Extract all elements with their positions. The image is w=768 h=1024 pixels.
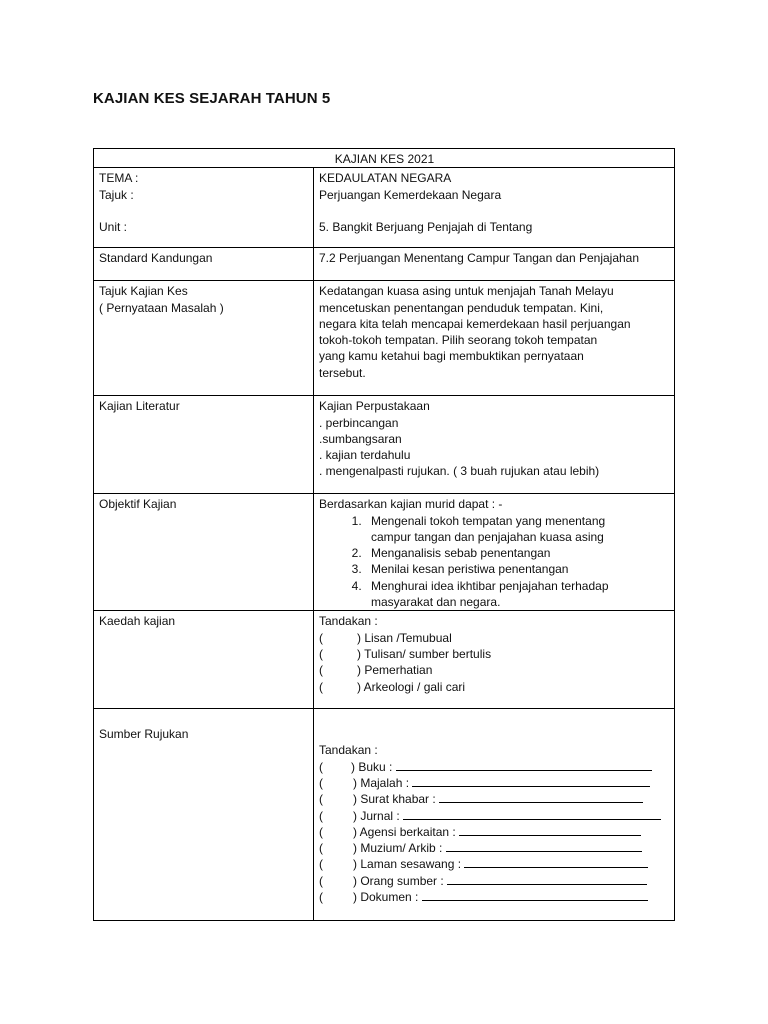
- objektif-text: masyarakat dan negara.: [371, 595, 501, 610]
- sumber-option[interactable]: ( ) Jurnal :: [319, 808, 670, 824]
- tema-label: TEMA :: [99, 171, 139, 186]
- list-item: [365, 513, 670, 546]
- answer-blank[interactable]: [459, 824, 641, 836]
- kaedah-option-text: Lisan /Temubual: [364, 630, 452, 645]
- answer-blank[interactable]: [403, 808, 661, 820]
- tajuk-label: Tajuk :: [99, 187, 134, 202]
- table-header: KAJIAN KES 2021: [94, 149, 675, 168]
- literatur-line: .sumbangsaran: [319, 431, 402, 446]
- literatur-line: . mengenalpasti rujukan. ( 3 buah rujukan atau lebih): [319, 464, 600, 479]
- sumber-option-text: Laman sesawang :: [360, 857, 462, 872]
- sumber-option[interactable]: ( ) Buku :: [319, 759, 670, 775]
- kaedah-option-text: Pemerhatian: [364, 663, 433, 678]
- sumber-option-text: Orang sumber :: [360, 873, 444, 888]
- answer-blank[interactable]: [439, 791, 643, 803]
- answer-blank[interactable]: [412, 775, 650, 787]
- tema-labels: [94, 168, 314, 248]
- list-item: [365, 578, 670, 611]
- literatur-line: Kajian Perpustakaan: [319, 399, 430, 414]
- objektif-list: [314, 494, 675, 611]
- sumber-option[interactable]: ( ) Muzium/ Arkib :: [319, 840, 670, 856]
- sumber-option-text: Dokumen :: [360, 890, 419, 905]
- tajuk-kajian-line: yang kamu ketahui bagi membuktikan pernyataan: [319, 349, 584, 364]
- answer-blank[interactable]: [446, 840, 642, 852]
- answer-blank[interactable]: [464, 856, 648, 868]
- objektif-intro: Berdasarkan kajian murid dapat : -: [319, 497, 503, 512]
- objektif-text: 4. Menghurai idea ikhtibar penjajahan terhadap: [371, 578, 609, 593]
- objektif-text: 1. Mengenali tokoh tempatan yang menentang: [371, 513, 606, 528]
- tajuk-kajian-line: tokoh-tokoh tempatan. Pilih seorang tokoh tempatan: [319, 333, 598, 348]
- kaedah-option[interactable]: ( ) Lisan /Temubual: [319, 630, 452, 645]
- list-item: [365, 561, 670, 577]
- kaedah-option[interactable]: ( ) Pemerhatian: [319, 663, 433, 678]
- sumber-intro: Tandakan :: [319, 743, 378, 758]
- sumber-option[interactable]: ( ) Majalah :: [319, 775, 670, 791]
- unit-label: Unit :: [99, 219, 128, 234]
- kaedah-option[interactable]: ( ) Tulisan/ sumber bertulis: [319, 646, 492, 661]
- tajuk-kajian-label: Tajuk Kajian Kes: [99, 284, 188, 299]
- kaedah-option[interactable]: ( ) Arkeologi / gali cari: [319, 679, 466, 694]
- kaedah-option-text: Arkeologi / gali cari: [363, 679, 466, 694]
- sumber-option-text: Muzium/ Arkib :: [360, 841, 443, 856]
- sumber-option-text: Surat khabar :: [360, 792, 436, 807]
- objektif-text: 3. Menilai kesan peristiwa penentangan: [371, 562, 569, 577]
- row-objektif: [94, 494, 675, 611]
- row-tajuk-kajian: [94, 281, 675, 396]
- sumber-label: Sumber Rujukan: [94, 709, 314, 921]
- tajuk-kajian-line: tersebut.: [319, 365, 366, 380]
- standard-label: Standard Kandungan: [94, 248, 314, 281]
- sumber-option-text: Jurnal :: [360, 808, 400, 823]
- objektif-text: 2. Menganalisis sebab penentangan: [371, 546, 551, 561]
- kaedah-label: Kaedah kajian: [94, 611, 314, 709]
- kaedah-option-text: Tulisan/ sumber bertulis: [364, 646, 492, 661]
- sumber-option[interactable]: ( ) Dokumen :: [319, 889, 670, 905]
- literatur-label: Kajian Literatur: [94, 396, 314, 494]
- literatur-line: . perbincangan: [319, 415, 399, 430]
- kaedah-list: [314, 611, 675, 709]
- literatur-line: . kajian terdahulu: [319, 448, 411, 463]
- tajuk-value: Perjuangan Kemerdekaan Negara: [319, 187, 502, 202]
- tajuk-kajian-line: Kedatangan kuasa asing untuk menjajah Tanah Melayu: [319, 284, 614, 299]
- list-item: [365, 545, 670, 561]
- tema-values: [314, 168, 675, 248]
- kaedah-intro: Tandakan :: [319, 614, 378, 629]
- row-literatur: [94, 396, 675, 494]
- sumber-option-text: Majalah :: [360, 775, 410, 790]
- tajuk-kajian-sublabel: ( Pernyataan Masalah ): [99, 300, 224, 315]
- sumber-option[interactable]: ( ) Agensi berkaitan :: [319, 824, 670, 840]
- sumber-option[interactable]: ( ) Laman sesawang :: [319, 856, 670, 872]
- unit-value: 5. Bangkit Berjuang Penjajah di Tentang: [319, 219, 533, 234]
- row-kaedah: [94, 611, 675, 709]
- sumber-option[interactable]: ( ) Orang sumber :: [319, 873, 670, 889]
- tajuk-kajian-text: [314, 281, 675, 396]
- tajuk-kajian-line: mencetuskan penentangan penduduk tempatan. Kini,: [319, 300, 604, 315]
- sumber-option-text: Agensi berkaitan :: [359, 824, 456, 839]
- tema-value: KEDAULATAN NEGARA: [319, 171, 452, 186]
- page-title: KAJIAN KES SEJARAH TAHUN 5: [93, 90, 331, 107]
- row-standard: [94, 248, 675, 281]
- row-tema: [94, 168, 675, 248]
- answer-blank[interactable]: [447, 873, 647, 885]
- tajuk-kajian-labels: [94, 281, 314, 396]
- sumber-option[interactable]: ( ) Surat khabar :: [319, 791, 670, 807]
- objektif-items: [319, 513, 670, 611]
- objektif-text: campur tangan dan penjajahan kuasa asing: [371, 529, 604, 544]
- table-header-row: [94, 149, 675, 168]
- objektif-label: Objektif Kajian: [94, 494, 314, 611]
- tajuk-kajian-line: negara kita telah mencapai kemerdekaan hasil perjuangan: [319, 316, 631, 331]
- standard-value: 7.2 Perjuangan Menentang Campur Tangan dan Penjajahan: [314, 248, 675, 281]
- sumber-option-text: Buku :: [358, 759, 393, 774]
- row-sumber: [94, 709, 675, 921]
- answer-blank[interactable]: [422, 889, 648, 901]
- sumber-list: [314, 709, 675, 921]
- literatur-list: [314, 396, 675, 494]
- answer-blank[interactable]: [396, 759, 652, 771]
- case-study-table: [93, 148, 675, 921]
